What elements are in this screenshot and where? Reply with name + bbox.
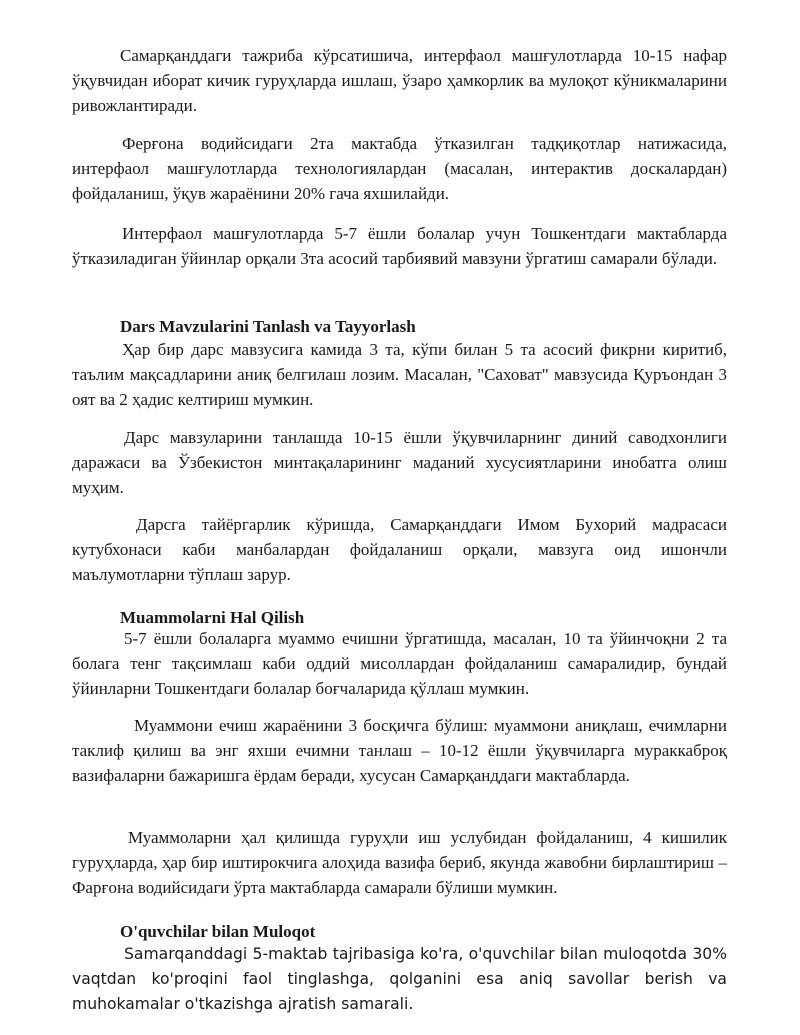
body-paragraph: Интерфаол машғулотларда 5-7 ёшли болалар учун Тошкентдаги мактабларда ўтказиладиган ўйинлар орқали 3та асосий тарбиявий мавзуни ўргатиш самарали бўлади. bbox=[72, 224, 727, 268]
section-heading: Dars Mavzularini Tanlash va Tayyorlash bbox=[120, 317, 416, 336]
body-paragraph: Ферғона водийсидаги 2та мактабда ўтказилган тадқиқотлар натижасида, интерфаол машғулотларда технологиялардан (масалан, интерактив доскалардан) фойдаланиш, ўқув жараёнини 20% гача яхшилайди. bbox=[72, 134, 727, 203]
body-paragraph: Ҳар бир дарс мавзусига камида 3 та, кўпи билан 5 та асосий фикрни киритиб, таълим мақсадларини аниқ белгилаш лозим. Масалан, "Саховат" мавзусида Қуръондан 3 оят ва 2 ҳадис келтириш мумкин. bbox=[72, 340, 727, 409]
section-heading: O'quvchilar bilan Muloqot bbox=[120, 922, 316, 941]
body-paragraph: 5-7 ёшли болаларга муаммо ечишни ўргатишда, масалан, 10 та ўйинчоқни 2 та болага тенг тақсимлаш каби оддий мисоллардан фойдаланиш самаралидир, бундай ўйинларни Тошкентдаги болалар боғчаларида қўллаш мумкин. bbox=[72, 629, 727, 698]
section-heading: Muammolarni Hal Qilish bbox=[120, 608, 305, 627]
body-paragraph: Дарс мавзуларини танлашда 10-15 ёшли ўқувчиларнинг диний саводхонлиги даражаси ва Ўзбекистон минтақаларининг маданий хусусиятларини инобатга олиш муҳим. bbox=[72, 428, 727, 497]
body-paragraph: Муаммоларни ҳал қилишда гуруҳли иш услубидан фойдаланиш, 4 кишилик гуруҳларда, ҳар бир иштирокчига алоҳида вазифа бериб, якунда жавобни бирлаштириш – Фарғона водийсидаги ўрта мактабларда самарали бўлиши мумкин. bbox=[72, 828, 727, 897]
body-paragraph: Самарқанддаги тажриба кўрсатишича, интерфаол машғулотларда 10-15 нафар ўқувчидан иборат кичик гуруҳларда ишлаш, ўзаро ҳамкорлик ва мулоқот кўникмаларини ривожлантиради. bbox=[72, 46, 727, 115]
body-paragraph: Муаммони ечиш жараёнини 3 босқичга бўлиш: муаммони аниқлаш, ечимларни таклиф қилиш ва энг яхши ечимни танлаш – 10-12 ёшли ўқувчиларга мураккаброқ вазифаларни бажаришга ёрдам беради, хусусан Самарқанддаги мактабларда. bbox=[72, 716, 727, 785]
body-paragraph: Дарсга тайёргарлик кўришда, Самарқанддаги Имом Бухорий мадрасаси кутубхонаси каби манбалардан фойдаланиш орқали, мавзуга оид ишончли маълумотларни тўплаш зарур. bbox=[72, 515, 727, 584]
body-paragraph: Samarqanddagi 5-maktab tajribasiga ko'ra, o'quvchilar bilan muloqotda 30% vaqtdan ko'proqini faol tinglashga, qolganini esa aniq savollar berish va muhokamalar o'tkazishga ajratish samarali. bbox=[72, 945, 727, 1013]
